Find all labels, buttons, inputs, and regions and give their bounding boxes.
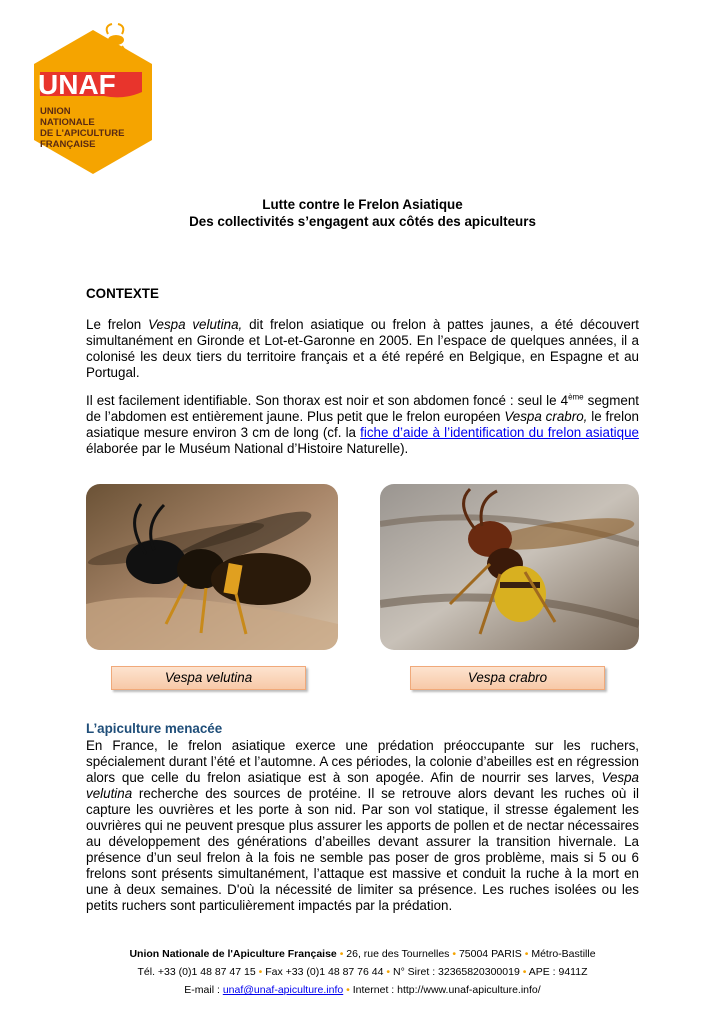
text: le frelon asiatique mesure environ 3 cm de long (cf. la xyxy=(86,409,640,440)
document-title xyxy=(86,196,639,230)
species-name: Vespa crabro, xyxy=(504,409,588,424)
separator: • xyxy=(522,966,527,978)
footer-ape: APE : 9411Z xyxy=(528,966,588,978)
apiculture-heading: L’apiculture menacée xyxy=(86,721,223,736)
contexte-paragraph-2 xyxy=(86,393,639,457)
footer-tel: Tél. +33 (0)1 48 87 47 15 xyxy=(137,966,256,978)
separator: • xyxy=(452,948,457,960)
title-line1: Lutte contre le Frelon Asiatique xyxy=(262,197,463,212)
species-name: Vespa velutina, xyxy=(148,317,243,332)
superscript: ème xyxy=(568,392,584,402)
separator: • xyxy=(524,948,529,960)
footer-siret: N° Siret : 32365820300019 xyxy=(392,966,520,978)
identification-guide-link[interactable]: fiche d’aide à l’identification du frelon asiatique xyxy=(360,425,639,440)
footer-email-link[interactable]: unaf@unaf-apiculture.info xyxy=(222,984,344,996)
footer-fax: Fax +33 (0)1 48 87 76 44 xyxy=(265,966,384,978)
footer-email-label: E-mail : xyxy=(184,984,223,996)
text: Le frelon xyxy=(86,317,149,332)
logo-line2: NATIONALE xyxy=(40,117,95,128)
contexte-heading: CONTEXTE xyxy=(86,286,159,301)
footer-city: 75004 PARIS xyxy=(458,948,522,960)
separator: • xyxy=(339,948,344,960)
footer-metro: Métro-Bastille xyxy=(531,948,596,960)
text: élaborée par le Muséum National d’Histoire Naturelle). xyxy=(86,441,409,456)
text: recherche des sources de protéine. Il se retrouve alors devant les ruches où il capture les ouvrières et les porte à son nid. Par son vol statique, il stresse également les ouvrières qui ne peuvent presque plus assurer les apports de pollen et de nectar nécessaires au développement des générations d’abeilles devant assurer la transition hivernale. La présence d’un seul frelon à la fois ne semble pas poser de gros problème, mais si 5 ou 6 frelons sont présents simultanément, l’attaque est massive et conduit la ruche à la mort en une à deux semaines. D'où la nécessité de limiter sa présence. Les ruches isolées ou les petits ruchers sont particulièrement impactés par la prédation. xyxy=(86,786,639,913)
separator: • xyxy=(346,984,350,996)
apiculture-paragraph xyxy=(86,738,639,914)
footer-internet: Internet : http://www.unaf-apiculture.info/ xyxy=(352,984,541,996)
text: dit frelon asiatique ou frelon à pattes jaunes, a été découvert simultanément en Gironde et Lot-et-Garonne en 2005. En l’espace de quelques années, il a colonisé les deux tiers du territoire français et a été repéré en Belgique, en Espagne et au Portugal. xyxy=(86,317,639,380)
vespa-crabro-photo xyxy=(380,484,639,650)
vespa-velutina-photo xyxy=(86,484,338,650)
logo-line3: DE L'APICULTURE xyxy=(40,128,125,139)
footer-org: Union Nationale de l'Apiculture Française xyxy=(129,948,337,960)
logo-line4: FRANÇAISE xyxy=(40,139,96,150)
unaf-logo xyxy=(24,22,162,182)
vespa-crabro-caption: Vespa crabro xyxy=(410,666,605,690)
text: segment de l’abdomen est entièrement jaune. Plus petit que le frelon européen xyxy=(86,393,639,424)
title-line2: Des collectivités s’engagent aux côtés des apiculteurs xyxy=(189,214,536,229)
footer xyxy=(60,945,665,999)
footer-line2 xyxy=(60,963,665,981)
separator: • xyxy=(386,966,391,978)
logo-line1: UNION xyxy=(40,106,71,117)
footer-address: 26, rue des Tournelles xyxy=(346,948,450,960)
separator: • xyxy=(258,966,263,978)
text: En France, le frelon asiatique exerce une prédation préoccupante sur les ruchers, spécialement durant l’été et l’automne. A ces périodes, la colonie d’abeilles est en régression alors que celle du frelon asiatique est à son apogée. Afin de nourrir ses larves, xyxy=(86,738,639,785)
logo-brand: UNAF xyxy=(38,69,116,100)
footer-line1 xyxy=(60,945,665,963)
contexte-paragraph-1 xyxy=(86,317,639,381)
text: Il est facilement identifiable. Son thorax est noir et son abdomen foncé : seul le 4 xyxy=(86,393,569,408)
footer-line3 xyxy=(60,981,665,999)
species-name: Vespa velutina xyxy=(86,770,639,801)
vespa-velutina-caption: Vespa velutina xyxy=(111,666,306,690)
